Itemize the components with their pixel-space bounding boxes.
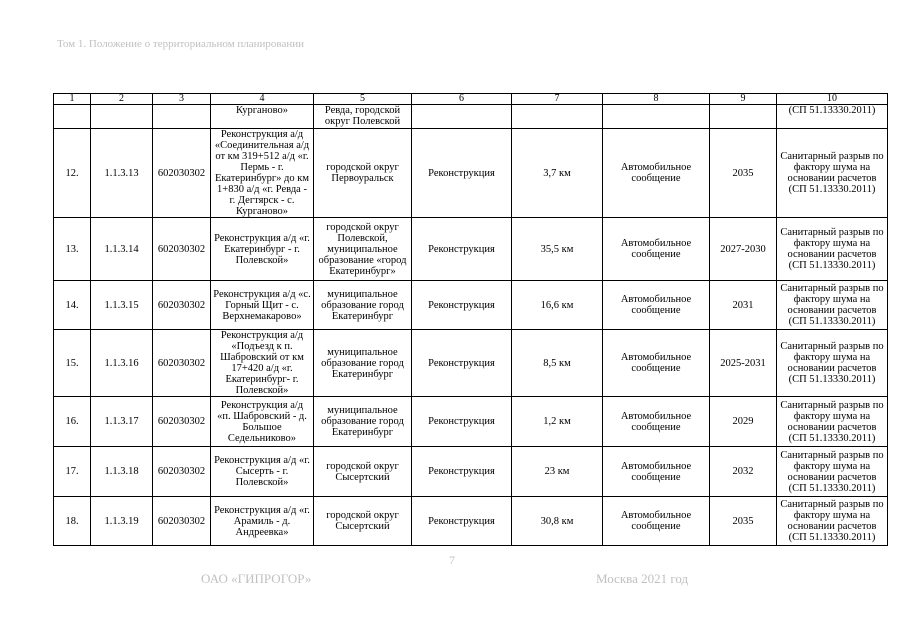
purpose-cell: Автомобильное сообщение (603, 218, 710, 281)
year-cell: 2035 (710, 129, 777, 218)
code-cell: 1.1.3.13 (91, 129, 153, 218)
purpose-cell: Автомобильное сообщение (603, 397, 710, 447)
column-number: 5 (314, 94, 412, 105)
location-cell: муниципальное образование город Екатеринбург (314, 397, 412, 447)
location-cell: муниципальное образование город Екатеринбург (314, 330, 412, 397)
cell (412, 105, 512, 129)
location-cell: городской округ Первоуральск (314, 129, 412, 218)
object-name-cell: Реконструкция а/д «п. Шабровский - д. Большое Седельниково» (211, 397, 314, 447)
road-reconstruction-table (53, 93, 888, 546)
column-number: 8 (603, 94, 710, 105)
footer-city-year: Москва 2021 год (596, 571, 689, 586)
year-cell: 2031 (710, 281, 777, 330)
zone-cell: Санитарный разрыв по фактору шума на основании расчетов (СП 51.13330.2011) (777, 330, 888, 397)
length-cell: 35,5 км (512, 218, 603, 281)
id-cell: 602030302 (153, 330, 211, 397)
id-cell: 602030302 (153, 397, 211, 447)
cell (54, 105, 91, 129)
purpose-cell: Автомобильное сообщение (603, 129, 710, 218)
id-cell: 602030302 (153, 447, 211, 497)
continuation-row (54, 105, 888, 129)
column-number: 4 (211, 94, 314, 105)
row-number-cell: 15. (54, 330, 91, 397)
location-cell: городской округ Полевской, муниципальное образование «город Екатеринбург» (314, 218, 412, 281)
zone-cell: Санитарный разрыв по фактору шума на основании расчетов (СП 51.13330.2011) (777, 281, 888, 330)
length-cell: 3,7 км (512, 129, 603, 218)
table-row (54, 497, 888, 546)
row-number-cell: 12. (54, 129, 91, 218)
length-cell: 30,8 км (512, 497, 603, 546)
row-number-cell: 13. (54, 218, 91, 281)
cell (710, 105, 777, 129)
work-type-cell: Реконструкция (412, 447, 512, 497)
object-name-cell: Реконструкция а/д «Соединительная а/д от км 319+512 а/д «г. Пермь - г. Екатеринбург» до км 1+830 а/д «г. Ревда - г. Дегтярск - с. Курганово» (211, 129, 314, 218)
work-type-cell: Реконструкция (412, 497, 512, 546)
table-row (54, 129, 888, 218)
row-number-cell: 14. (54, 281, 91, 330)
table-row (54, 447, 888, 497)
length-cell: 8,5 км (512, 330, 603, 397)
work-type-cell: Реконструкция (412, 218, 512, 281)
object-name-cell: Реконструкция а/д «г. Сысерть - г. Полевской» (211, 447, 314, 497)
location-cell: муниципальное образование город Екатеринбург (314, 281, 412, 330)
zone-cell: Санитарный разрыв по фактору шума на основании расчетов (СП 51.13330.2011) (777, 447, 888, 497)
id-cell: 602030302 (153, 218, 211, 281)
year-cell: 2025-2031 (710, 330, 777, 397)
length-cell: 1,2 км (512, 397, 603, 447)
column-number: 3 (153, 94, 211, 105)
year-cell: 2032 (710, 447, 777, 497)
cell (153, 105, 211, 129)
object-name-cell: Реконструкция а/д «г. Екатеринбург - г. Полевской» (211, 218, 314, 281)
column-number: 2 (91, 94, 153, 105)
code-cell: 1.1.3.18 (91, 447, 153, 497)
id-cell: 602030302 (153, 281, 211, 330)
table-row (54, 330, 888, 397)
cell (603, 105, 710, 129)
zone-cell: Санитарный разрыв по фактору шума на основании расчетов (СП 51.13330.2011) (777, 129, 888, 218)
cell (91, 105, 153, 129)
table-row (54, 397, 888, 447)
purpose-cell: Автомобильное сообщение (603, 497, 710, 546)
work-type-cell: Реконструкция (412, 330, 512, 397)
work-type-cell: Реконструкция (412, 397, 512, 447)
code-cell: 1.1.3.16 (91, 330, 153, 397)
column-number: 7 (512, 94, 603, 105)
purpose-cell: Автомобильное сообщение (603, 281, 710, 330)
code-cell: 1.1.3.19 (91, 497, 153, 546)
column-number: 6 (412, 94, 512, 105)
column-number-row (54, 94, 888, 105)
location-cell: Ревда, городской округ Полевской (314, 105, 412, 129)
year-cell: 2035 (710, 497, 777, 546)
code-cell: 1.1.3.17 (91, 397, 153, 447)
footer-company: ОАО «ГИПРОГОР» (201, 571, 312, 586)
object-name-cell: Курганово» (211, 105, 314, 129)
location-cell: городской округ Сысертский (314, 447, 412, 497)
table-row (54, 218, 888, 281)
location-cell: городской округ Сысертский (314, 497, 412, 546)
year-cell: 2029 (710, 397, 777, 447)
row-number-cell: 18. (54, 497, 91, 546)
purpose-cell: Автомобильное сообщение (603, 447, 710, 497)
code-cell: 1.1.3.14 (91, 218, 153, 281)
zone-cell: Санитарный разрыв по фактору шума на основании расчетов (СП 51.13330.2011) (777, 497, 888, 546)
year-cell: 2027-2030 (710, 218, 777, 281)
zone-cell: (СП 51.13330.2011) (777, 105, 888, 129)
object-name-cell: Реконструкция а/д «Подъезд к п. Шабровский от км 17+420 а/д «г. Екатеринбург- г. Полевской» (211, 330, 314, 397)
id-cell: 602030302 (153, 497, 211, 546)
column-number: 1 (54, 94, 91, 105)
work-type-cell: Реконструкция (412, 129, 512, 218)
purpose-cell: Автомобильное сообщение (603, 330, 710, 397)
column-number: 9 (710, 94, 777, 105)
page-number: 7 (449, 553, 455, 567)
object-name-cell: Реконструкция а/д «с. Горный Щит - с. Верхнемакарово» (211, 281, 314, 330)
work-type-cell: Реконструкция (412, 281, 512, 330)
object-name-cell: Реконструкция а/д «г. Арамиль - д. Андреевка» (211, 497, 314, 546)
row-number-cell: 16. (54, 397, 91, 447)
id-cell: 602030302 (153, 129, 211, 218)
length-cell: 16,6 км (512, 281, 603, 330)
running-header: Том 1. Положение о территориальном планировании (57, 38, 305, 50)
zone-cell: Санитарный разрыв по фактору шума на основании расчетов (СП 51.13330.2011) (777, 397, 888, 447)
table-row (54, 281, 888, 330)
zone-cell: Санитарный разрыв по фактору шума на основании расчетов (СП 51.13330.2011) (777, 218, 888, 281)
row-number-cell: 17. (54, 447, 91, 497)
length-cell: 23 км (512, 447, 603, 497)
code-cell: 1.1.3.15 (91, 281, 153, 330)
cell (512, 105, 603, 129)
column-number: 10 (777, 94, 888, 105)
